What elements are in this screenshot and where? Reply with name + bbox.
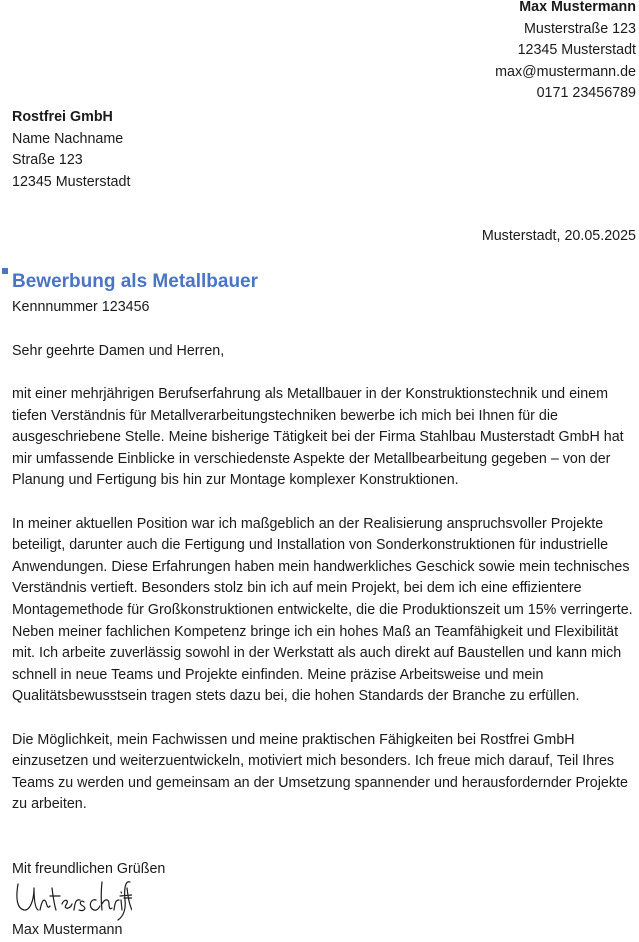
recipient-street: Straße 123 bbox=[12, 152, 83, 169]
letter-date: Musterstadt, 20.05.2025 bbox=[481, 228, 636, 244]
closing-phrase: Mit freundlichen Grüßen bbox=[12, 861, 166, 877]
letter-body bbox=[12, 384, 636, 837]
signature-image bbox=[12, 878, 132, 922]
body-paragraph: In meiner aktuellen Position war ich maßgeblich an der Realisierung anspruchsvoller Projekte beteiligt, darunter auch die Fertigung und Installation von Sonderkonstruktionen für industrielle Anwendungen. Diese Erfahrungen haben mein handwerkliches Geschick sowie mein technisches Verständnis vertieft. Besonders stolz bin ich auf mein Projekt, bei dem ich eine effizientere Montagemethode für Großkonstruktionen entwickelte, die die Produktionszeit um 15% verringerte. Neben meiner fachlichen Kompetenz bringe ich ein hohes Maß an Teamfähigkeit und Flexibilität mit. Ich arbeite zuverlässig sowohl in der Werkstatt als auch direkt auf Baustellen und kann mich schnell in neue Teams und Projekte einfinden. Meine präzise Arbeitsweise und mein Qualitätsbewusstsein tragen stets dazu bei, die hohen Standards der Branche zu erfüllen. bbox=[12, 515, 633, 705]
recipient-company: Rostfrei GmbH bbox=[12, 109, 113, 125]
sender-name: Max Mustermann bbox=[519, 0, 636, 15]
subject-marker-icon bbox=[2, 268, 8, 274]
recipient-contact: Name Nachname bbox=[12, 130, 124, 147]
body-paragraph: Die Möglichkeit, mein Fachwissen und meine praktischen Fähigkeiten bei Rostfrei GmbH einzusetzen und weiterzuentwickeln, motiviert mich besonders. Ich freue mich darauf, Teil Ihres Teams zu werden und gemeinsam an der Umsetzung spannender und herausfordernder Projekte zu arbeiten. bbox=[12, 731, 628, 813]
recipient-city: 12345 Musterstadt bbox=[12, 173, 131, 190]
letter-subject: Bewerbung als Metallbauer bbox=[12, 271, 259, 292]
recipient-address-block bbox=[12, 107, 130, 193]
signed-name: Max Mustermann bbox=[12, 922, 123, 938]
salutation: Sehr geehrte Damen und Herren, bbox=[12, 343, 225, 359]
body-paragraph: mit einer mehrjährigen Berufserfahrung als Metallbauer in der Konstruktionstechnik und einem tiefen Verständnis für Metallverarbeitungstechniken bewerbe ich mich bei Ihnen für die ausgeschriebene Stelle. Meine bisherige Tätigkeit bei der Firma Stahlbau Musterstadt GmbH hat mir umfassende Einblicke in verschiedenste Aspekte der Metallbearbeitung gegeben – von der Planung und Fertigung bis hin zur Montage komplexer Konstruktionen. bbox=[12, 386, 624, 489]
sender-city: 12345 Musterstadt bbox=[517, 42, 636, 59]
sender-street: Musterstraße 123 bbox=[523, 20, 636, 37]
reference-number: Kennnummer 123456 bbox=[12, 299, 150, 315]
sender-email: max@mustermann.de bbox=[495, 63, 636, 80]
sender-address-block bbox=[495, 0, 636, 105]
sender-phone: 0171 23456789 bbox=[536, 85, 636, 102]
